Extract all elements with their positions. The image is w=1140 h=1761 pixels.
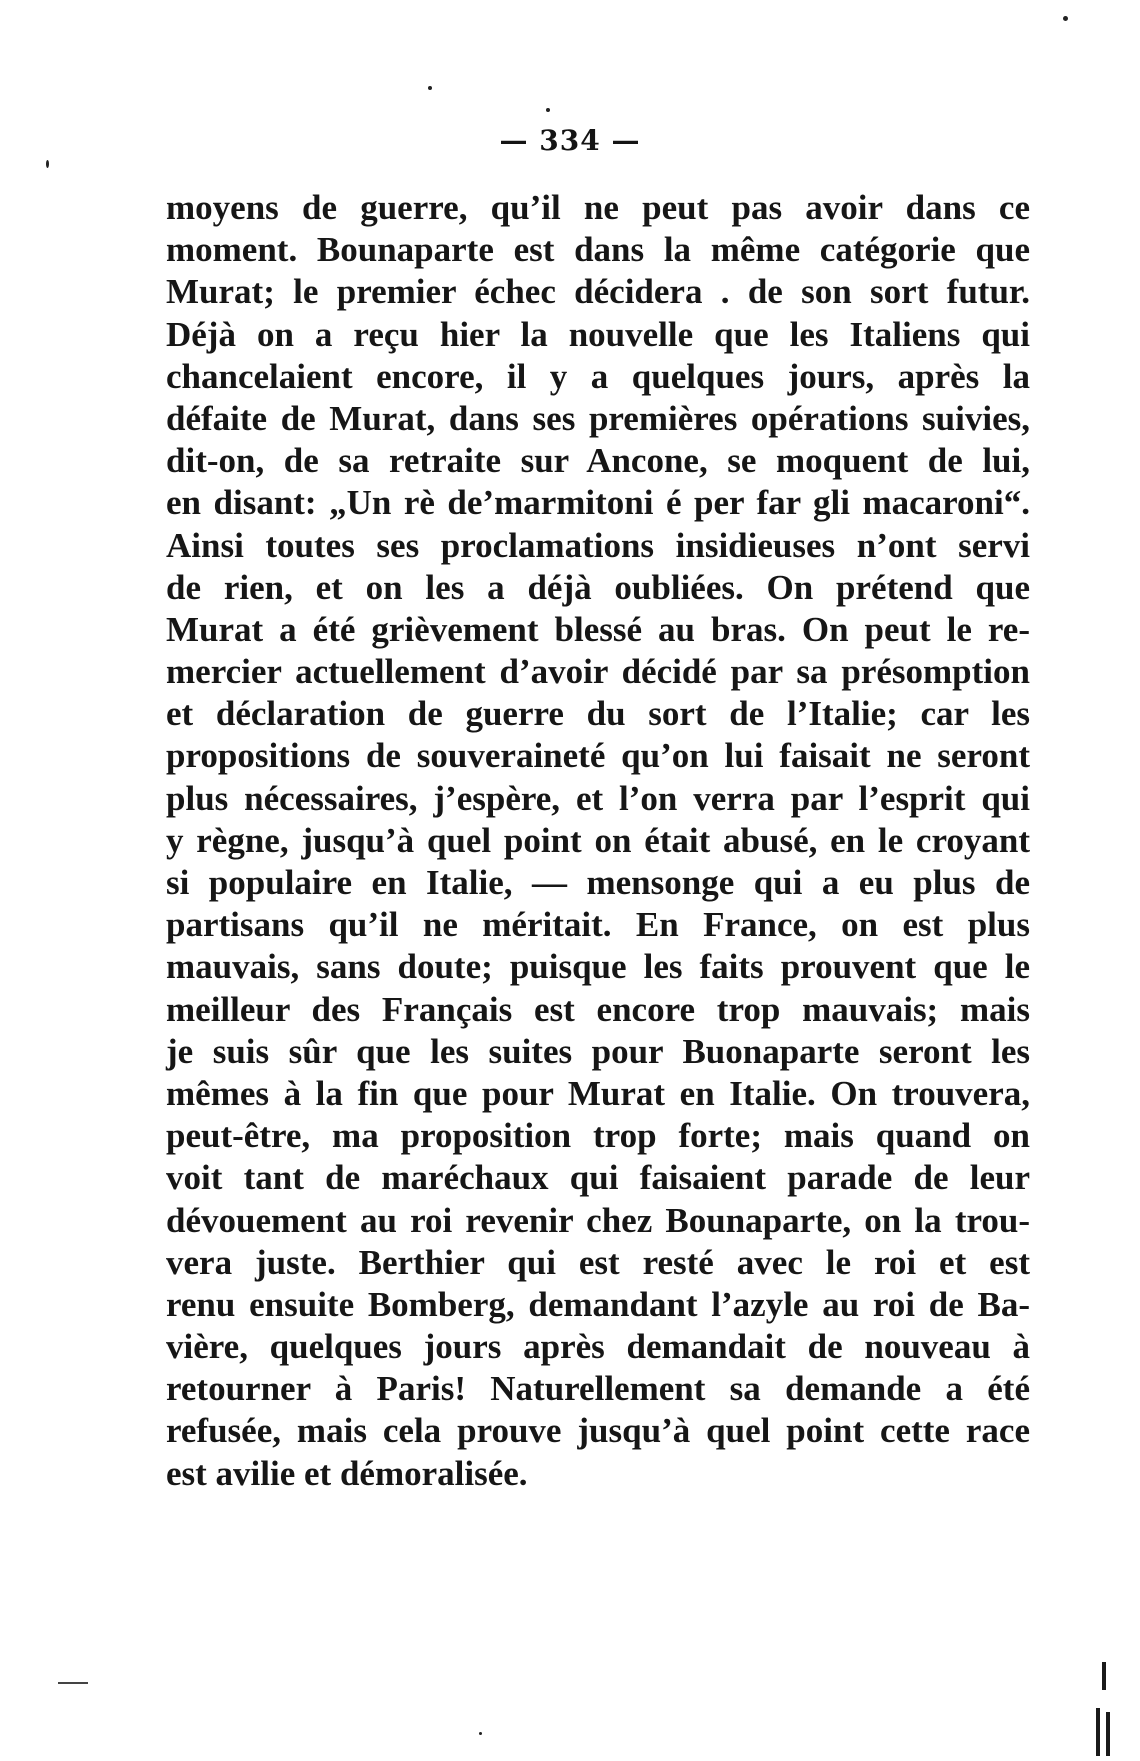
- scan-edge-mark: [1096, 1708, 1100, 1756]
- scan-speck: [46, 160, 49, 168]
- text-line: meilleur des Français est encore trop mauvais; mais: [166, 989, 1030, 1029]
- scan-edge-mark: [1106, 1712, 1110, 1756]
- text-line: dit-on, de sa retraite sur Ancone, se moquent de lui,: [166, 441, 1030, 481]
- text-line: vière, quelques jours après demandait de nouveau à: [166, 1327, 1030, 1367]
- text-line: Murat; le premier échec décidera . de son sort futur.: [166, 272, 1030, 312]
- scan-speck: [428, 86, 432, 90]
- text-line: y règne, jusqu’à quel point on était abusé, en le croyant: [166, 820, 1030, 860]
- text-line: chancelaient encore, il y a quelques jours, après la: [166, 356, 1030, 396]
- text-line: et déclaration de guerre du sort de l’Italie; car les: [166, 694, 1030, 734]
- text-line: Ainsi toutes ses proclamations insidieuses n’ont servi: [166, 525, 1030, 565]
- text-line: Murat a été grièvement blessé au bras. On peut le re-: [166, 609, 1030, 649]
- text-line: partisans qu’il ne méritait. En France, on est plus: [166, 905, 1030, 945]
- scan-rule-mark: [58, 1682, 88, 1684]
- text-line: dévouement au roi revenir chez Bounaparte, on la trou-: [166, 1200, 1030, 1240]
- page-number: — 334 —: [499, 124, 641, 157]
- text-line: défaite de Murat, dans ses premières opérations suivies,: [166, 398, 1030, 438]
- text-line: je suis sûr que les suites pour Buonaparte seront les: [166, 1031, 1030, 1071]
- scan-speck: [546, 108, 550, 112]
- scan-speck: [479, 1732, 482, 1735]
- text-line: retourner à Paris! Naturellement sa demande a été: [166, 1369, 1030, 1409]
- text-line: est avilie et démoralisée.: [166, 1453, 528, 1493]
- text-line: moyens de guerre, qu’il ne peut pas avoir dans ce: [166, 188, 1030, 227]
- text-line: peut-être, ma proposition trop forte; mais quand on: [166, 1116, 1030, 1156]
- text-line: propositions de souveraineté qu’on lui faisait ne seront: [166, 736, 1030, 776]
- text-line: mercier actuellement d’avoir décidé par sa présomption: [166, 652, 1030, 692]
- text-line: mauvais, sans doute; puisque les faits prouvent que le: [166, 947, 1030, 987]
- text-line: si populaire en Italie, — mensonge qui a eu plus de: [166, 863, 1030, 902]
- body-text: [166, 187, 1030, 1495]
- scan-edge-mark: [1102, 1662, 1106, 1690]
- text-line: moment. Bounaparte est dans la même catégorie que: [166, 230, 1030, 270]
- text-line: de rien, et on les a déjà oubliées. On prétend que: [166, 567, 1030, 607]
- text-line: refusée, mais cela prouve jusqu’à quel point cette race: [166, 1411, 1030, 1451]
- text-line: vera juste. Berthier qui est resté avec le roi et est: [166, 1242, 1030, 1282]
- text-line: voit tant de maréchaux qui faisaient parade de leur: [166, 1158, 1030, 1198]
- scan-speck: [1063, 16, 1068, 21]
- text-line: Déjà on a reçu hier la nouvelle que les Italiens qui: [166, 314, 1030, 354]
- text-line: renu ensuite Bomberg, demandant l’azyle au roi de Ba-: [166, 1284, 1030, 1324]
- text-line: mêmes à la fin que pour Murat en Italie. On trouvera,: [166, 1073, 1030, 1113]
- text-line: en disant: „Un rè de’marmitoni é per far gli macaroni“.: [166, 483, 1030, 523]
- text-line: plus nécessaires, j’espère, et l’on verra par l’esprit qui: [166, 778, 1030, 818]
